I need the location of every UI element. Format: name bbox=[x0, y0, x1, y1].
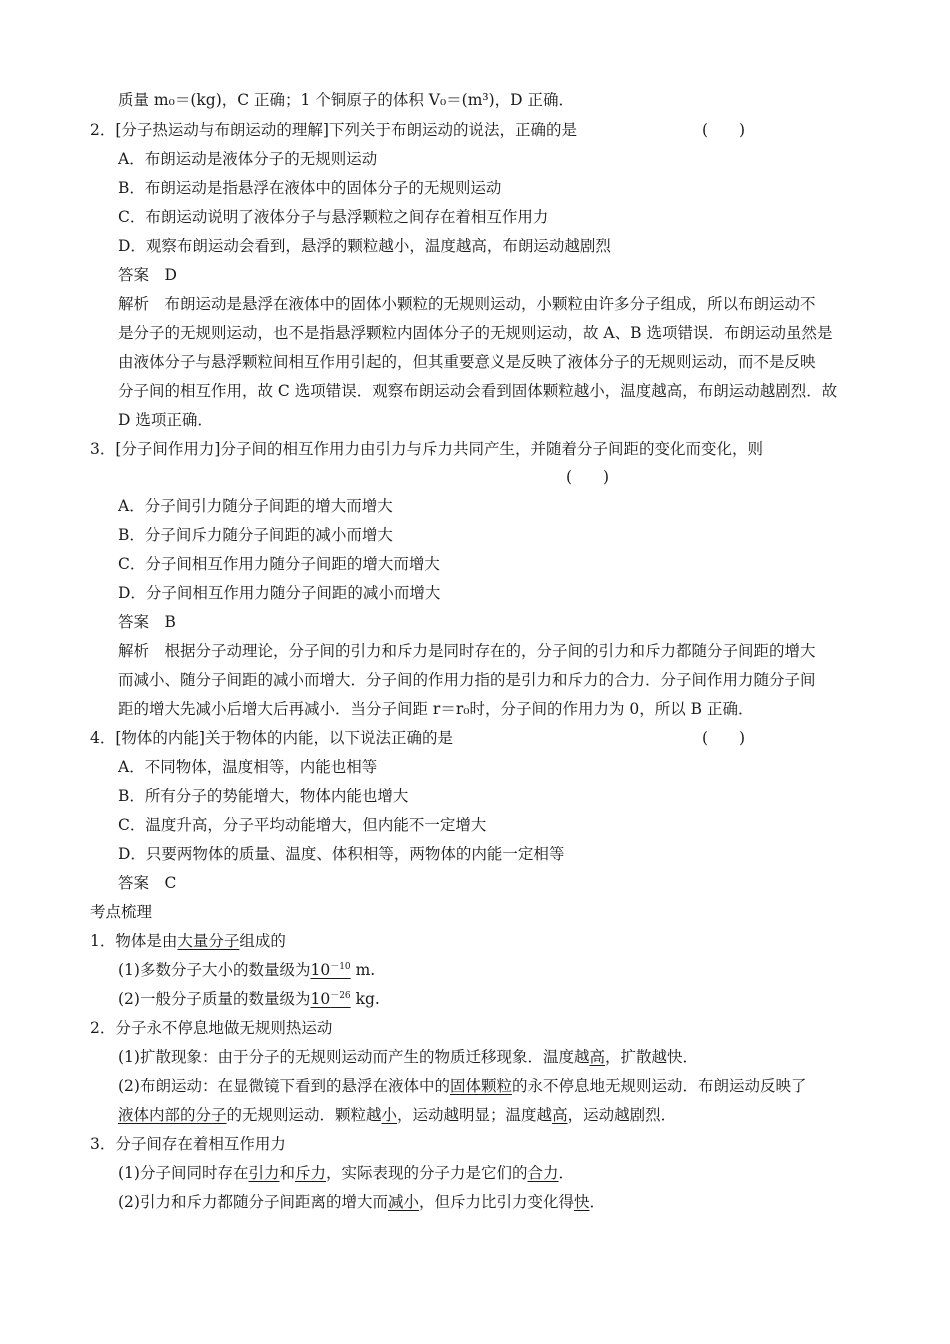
question-3-option-d: D．分子间相互作用力随分子间距的减小而增大 bbox=[118, 584, 441, 602]
question-2-analysis-line: D 选项正确． bbox=[118, 411, 213, 429]
question-2-option-b: B．布朗运动是指悬浮在液体中的固体分子的无规则运动 bbox=[118, 179, 502, 197]
question-4-option-d: D．只要两物体的质量、温度、体积相等，两物体的内能一定相等 bbox=[118, 845, 565, 863]
question-3-option-c: C．分子间相互作用力随分子间距的增大而增大 bbox=[118, 555, 440, 573]
question-4-answer: 答案 C bbox=[118, 874, 177, 892]
point-3-heading: 3．分子间存在着相互作用力 bbox=[90, 1135, 286, 1153]
question-2-analysis-line: 是分子的无规则运动，也不是指悬浮颗粒内固体分子的无规则运动，故 A、B 选项错误．布朗运动虽然是 bbox=[118, 324, 833, 342]
question-2-stem: 2．[分子热运动与布朗运动的理解]下列关于布朗运动的说法，正确的是 bbox=[90, 121, 577, 139]
question-2-option-c: C．布朗运动说明了液体分子与悬浮颗粒之间存在着相互作用力 bbox=[118, 208, 549, 226]
point-1-item-1: (1)多数分子大小的数量级为$10^{-10}$ m. bbox=[118, 961, 376, 979]
question-2-answer-blank: ( ) bbox=[702, 121, 746, 139]
question-4-stem: 4．[物体的内能]关于物体的内能，以下说法正确的是 bbox=[90, 729, 453, 747]
point-3-item-2: (2)引力和斥力都随分子间距离的增大而减小，但斥力比引力变化得快． bbox=[118, 1193, 606, 1211]
question-3-stem: 3．[分子间作用力]分子间的相互作用力由引力与斥力共同产生，并随着分子间距的变化而变化，则 bbox=[90, 440, 763, 458]
point-3-item-1: (1)分子间同时存在引力和斥力，实际表现的分子力是它们的合力． bbox=[118, 1164, 575, 1182]
point-2-item-2: (2)布朗运动：在显微镜下看到的悬浮在液体中的固体颗粒的永不停息地无规则运动．布朗运动反映了 bbox=[118, 1077, 807, 1095]
question-3-option-b: B．分子间斥力随分子间距的减小而增大 bbox=[118, 526, 393, 544]
question-3-analysis-line: 解析 根据分子动理论，分子间的引力和斥力是同时存在的，分子间的引力和斥力都随分子间距的增大 bbox=[118, 642, 816, 660]
point-2-item-1: (1)扩散现象：由于分子的无规则运动而产生的物质迁移现象．温度越高，扩散越快． bbox=[118, 1048, 698, 1066]
question-2-analysis-line: 解析 布朗运动是悬浮在液体中的固体小颗粒的无规则运动，小颗粒由许多分子组成，所以布朗运动不 bbox=[118, 295, 816, 313]
question-2-answer: 答案 D bbox=[118, 266, 177, 284]
continuation-line: 质量 m₀＝(kg)，C 正确；1 个铜原子的体积 V₀＝(m³)，D 正确． bbox=[118, 91, 575, 109]
question-3-option-a: A．分子间引力随分子间距的增大而增大 bbox=[118, 497, 393, 515]
question-2-analysis-line: 分子间的相互作用，故 C 选项错误．观察布朗运动会看到固体颗粒越小，温度越高，布朗运动越剧烈．故 bbox=[118, 382, 838, 400]
question-2-analysis-line: 由液体分子与悬浮颗粒间相互作用引起的，但其重要意义是反映了液体分子的无规则运动，而不是反映 bbox=[118, 353, 816, 371]
section-heading: 考点梳理 bbox=[90, 903, 153, 921]
point-2-item-2-continued: 液体内部的分子的无规则运动．颗粒越小，运动越明显；温度越高，运动越剧烈． bbox=[118, 1106, 677, 1124]
question-2-option-a: A．布朗运动是液体分子的无规则运动 bbox=[118, 150, 378, 168]
question-3-analysis-line: 而减小、随分子间距的减小而增大．分子间的作用力指的是引力和斥力的合力．分子间作用力随分子间 bbox=[118, 671, 816, 689]
point-1-heading: 1．物体是由大量分子组成的 bbox=[90, 932, 286, 950]
question-4-option-c: C．温度升高，分子平均动能增大，但内能不一定增大 bbox=[118, 816, 487, 834]
question-3-answer-blank: ( ) bbox=[566, 468, 610, 486]
question-4-answer-blank: ( ) bbox=[702, 729, 746, 747]
question-4-option-a: A．不同物体，温度相等，内能也相等 bbox=[118, 758, 378, 776]
question-2-option-d: D．观察布朗运动会看到，悬浮的颗粒越小，温度越高，布朗运动越剧烈 bbox=[118, 237, 611, 255]
question-3-answer: 答案 B bbox=[118, 613, 176, 631]
question-3-analysis-line: 距的增大先减小后增大后再减小．当分子间距 r＝r₀时，分子间的作用力为 0，所以 B 正确． bbox=[118, 700, 754, 718]
point-1-item-2: (2)一般分子质量的数量级为$10^{-26}$ kg. bbox=[118, 990, 380, 1008]
question-4-option-b: B．所有分子的势能增大，物体内能也增大 bbox=[118, 787, 409, 805]
point-2-heading: 2．分子永不停息地做无规则热运动 bbox=[90, 1019, 333, 1037]
